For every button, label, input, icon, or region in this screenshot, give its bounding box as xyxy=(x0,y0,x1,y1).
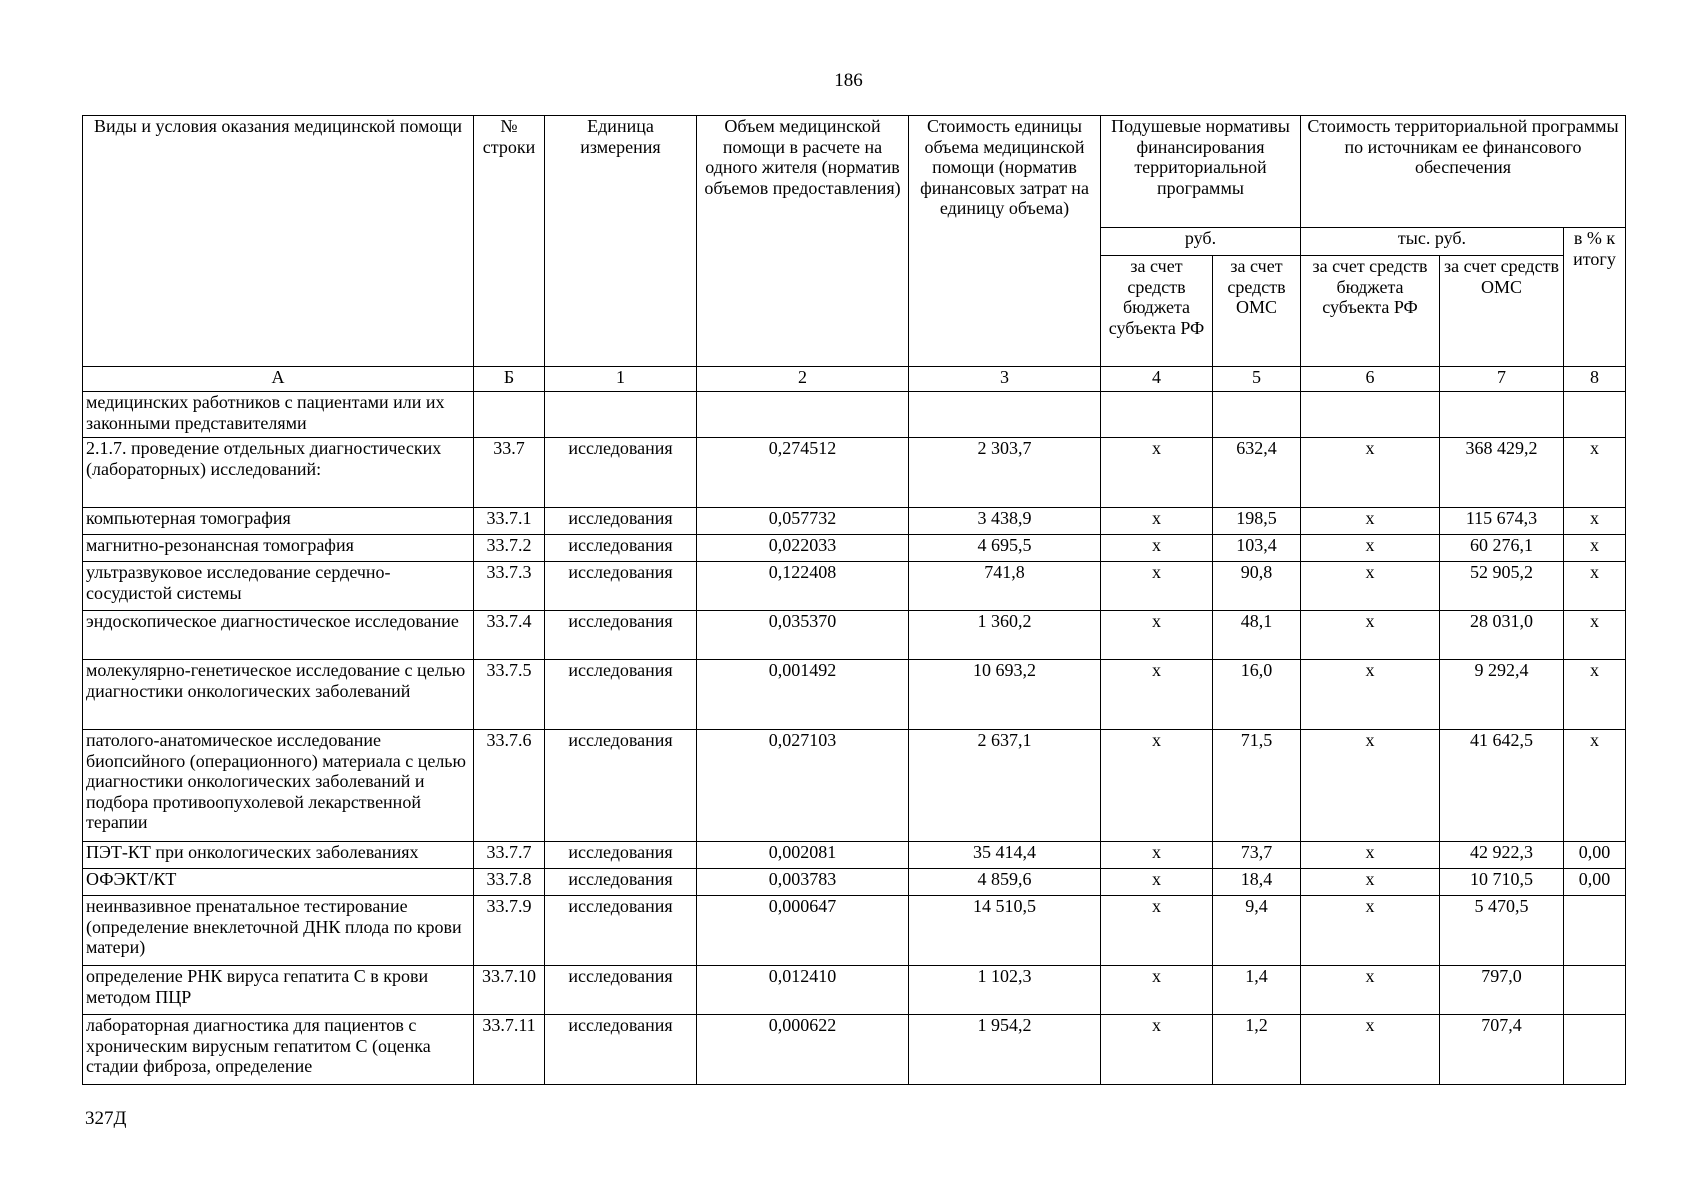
row-percent-total: 0,00 xyxy=(1564,869,1626,896)
row-budget-total: х xyxy=(1301,562,1440,611)
territorial-program-table xyxy=(82,115,1626,1085)
row-unit: исследования xyxy=(545,730,697,842)
row-percent-total: х xyxy=(1564,611,1626,660)
header-unit-rub: руб. xyxy=(1101,228,1301,256)
row-oms-total xyxy=(1440,392,1564,438)
row-number: 33.7 xyxy=(474,438,545,508)
index-cell: 4 xyxy=(1101,367,1213,392)
row-percent-total: х xyxy=(1564,535,1626,562)
row-oms-per-capita: 18,4 xyxy=(1213,869,1301,896)
table-row xyxy=(83,438,1626,508)
row-oms-per-capita: 1,2 xyxy=(1213,1015,1301,1085)
row-unit xyxy=(545,392,697,438)
row-unit-cost: 3 438,9 xyxy=(909,508,1101,535)
row-oms-total: 115 674,3 xyxy=(1440,508,1564,535)
index-cell: 7 xyxy=(1440,367,1564,392)
row-budget-per-capita: х xyxy=(1101,611,1213,660)
row-unit-cost: 4 859,6 xyxy=(909,869,1101,896)
row-budget-total: х xyxy=(1301,508,1440,535)
row-unit: исследования xyxy=(545,508,697,535)
header-col-7: за счет средств ОМС xyxy=(1440,256,1564,367)
row-budget-per-capita: х xyxy=(1101,730,1213,842)
row-percent-total xyxy=(1564,966,1626,1015)
table-row xyxy=(83,730,1626,842)
header-col-2: Объем медицинской помощи в расчете на одного жителя (норматив объемов предоставления) xyxy=(697,116,909,367)
row-number: 33.7.6 xyxy=(474,730,545,842)
row-number: 33.7.9 xyxy=(474,896,545,966)
row-budget-total: х xyxy=(1301,896,1440,966)
footer-code: 327Д xyxy=(85,1108,127,1129)
row-unit-cost: 741,8 xyxy=(909,562,1101,611)
row-budget-total: х xyxy=(1301,966,1440,1015)
header-col-5: за счет средств ОМС xyxy=(1213,256,1301,367)
row-oms-total: 707,4 xyxy=(1440,1015,1564,1085)
header-group-cost: Стоимость территориальной программы по источникам ее финансового обеспечения xyxy=(1301,116,1626,228)
table-row xyxy=(83,1015,1626,1085)
row-percent-total: 0,00 xyxy=(1564,842,1626,869)
row-budget-total: х xyxy=(1301,730,1440,842)
row-label: ультразвуковое исследование сердечно-сосудистой системы xyxy=(83,562,474,611)
header-col-1: Единица измерения xyxy=(545,116,697,367)
row-unit: исследования xyxy=(545,611,697,660)
row-unit: исследования xyxy=(545,660,697,730)
row-unit: исследования xyxy=(545,438,697,508)
row-label: 2.1.7. проведение отдельных диагностических (лабораторных) исследований: xyxy=(83,438,474,508)
row-budget-per-capita: х xyxy=(1101,869,1213,896)
column-index-row xyxy=(83,367,1626,392)
row-unit-cost: 4 695,5 xyxy=(909,535,1101,562)
header-col-a: Виды и условия оказания медицинской помощи xyxy=(83,116,474,367)
row-oms-per-capita: 1,4 xyxy=(1213,966,1301,1015)
row-oms-per-capita: 71,5 xyxy=(1213,730,1301,842)
row-oms-total: 52 905,2 xyxy=(1440,562,1564,611)
row-volume: 0,027103 xyxy=(697,730,909,842)
row-volume: 0,035370 xyxy=(697,611,909,660)
row-budget-total xyxy=(1301,392,1440,438)
row-label: ПЭТ-КТ при онкологических заболеваниях xyxy=(83,842,474,869)
header-col-3: Стоимость единицы объема медицинской помощи (норматив финансовых затрат на единицу объема) xyxy=(909,116,1101,367)
row-percent-total: х xyxy=(1564,438,1626,508)
row-budget-per-capita: х xyxy=(1101,896,1213,966)
row-unit-cost: 10 693,2 xyxy=(909,660,1101,730)
row-label: определение РНК вируса гепатита С в крови методом ПЦР xyxy=(83,966,474,1015)
row-budget-per-capita: х xyxy=(1101,660,1213,730)
row-volume: 0,057732 xyxy=(697,508,909,535)
index-cell: 3 xyxy=(909,367,1101,392)
row-label: неинвазивное пренатальное тестирование (определение внеклеточной ДНК плода по крови матери) xyxy=(83,896,474,966)
row-oms-per-capita xyxy=(1213,392,1301,438)
row-percent-total: х xyxy=(1564,730,1626,842)
table-row xyxy=(83,562,1626,611)
row-volume: 0,012410 xyxy=(697,966,909,1015)
row-unit: исследования xyxy=(545,842,697,869)
row-oms-per-capita: 16,0 xyxy=(1213,660,1301,730)
row-unit-cost xyxy=(909,392,1101,438)
row-percent-total xyxy=(1564,896,1626,966)
row-label: молекулярно-генетическое исследование с целью диагностики онкологических заболеваний xyxy=(83,660,474,730)
row-oms-total: 42 922,3 xyxy=(1440,842,1564,869)
row-volume: 0,000622 xyxy=(697,1015,909,1085)
row-budget-per-capita: х xyxy=(1101,562,1213,611)
row-oms-per-capita: 632,4 xyxy=(1213,438,1301,508)
row-number: 33.7.7 xyxy=(474,842,545,869)
index-cell: Б xyxy=(474,367,545,392)
row-budget-per-capita: х xyxy=(1101,842,1213,869)
row-label: компьютерная томография xyxy=(83,508,474,535)
index-cell: 5 xyxy=(1213,367,1301,392)
row-volume xyxy=(697,392,909,438)
row-percent-total xyxy=(1564,392,1626,438)
index-cell: 2 xyxy=(697,367,909,392)
row-number: 33.7.5 xyxy=(474,660,545,730)
header-col-b: № строки xyxy=(474,116,545,367)
row-unit-cost: 1 102,3 xyxy=(909,966,1101,1015)
table-row xyxy=(83,535,1626,562)
row-unit: исследования xyxy=(545,896,697,966)
row-oms-total: 41 642,5 xyxy=(1440,730,1564,842)
row-budget-total: х xyxy=(1301,438,1440,508)
row-oms-total: 797,0 xyxy=(1440,966,1564,1015)
row-unit-cost: 1 954,2 xyxy=(909,1015,1101,1085)
row-percent-total: х xyxy=(1564,660,1626,730)
row-oms-per-capita: 9,4 xyxy=(1213,896,1301,966)
row-volume: 0,000647 xyxy=(697,896,909,966)
row-unit-cost: 1 360,2 xyxy=(909,611,1101,660)
page-number: 186 xyxy=(834,70,863,91)
row-unit: исследования xyxy=(545,869,697,896)
row-percent-total xyxy=(1564,1015,1626,1085)
table-row xyxy=(83,896,1626,966)
row-label: эндоскопическое диагностическое исследование xyxy=(83,611,474,660)
row-unit-cost: 35 414,4 xyxy=(909,842,1101,869)
table-row xyxy=(83,869,1626,896)
row-oms-per-capita: 48,1 xyxy=(1213,611,1301,660)
row-unit: исследования xyxy=(545,562,697,611)
row-volume: 0,002081 xyxy=(697,842,909,869)
header-unit-thousand-rub: тыс. руб. xyxy=(1301,228,1564,256)
row-budget-per-capita: х xyxy=(1101,508,1213,535)
row-oms-per-capita: 90,8 xyxy=(1213,562,1301,611)
row-unit: исследования xyxy=(545,966,697,1015)
row-percent-total: х xyxy=(1564,562,1626,611)
row-number: 33.7.1 xyxy=(474,508,545,535)
row-volume: 0,274512 xyxy=(697,438,909,508)
row-unit: исследования xyxy=(545,1015,697,1085)
header-col-4: за счет средств бюджета субъекта РФ xyxy=(1101,256,1213,367)
table-row xyxy=(83,392,1626,438)
row-oms-per-capita: 198,5 xyxy=(1213,508,1301,535)
header-group-normatives: Подушевые нормативы финансирования территориальной программы xyxy=(1101,116,1301,228)
table-row xyxy=(83,611,1626,660)
row-budget-per-capita xyxy=(1101,392,1213,438)
index-cell: 8 xyxy=(1564,367,1626,392)
index-cell: А xyxy=(83,367,474,392)
row-budget-total: х xyxy=(1301,535,1440,562)
row-budget-per-capita: х xyxy=(1101,966,1213,1015)
row-budget-per-capita: х xyxy=(1101,1015,1213,1085)
row-budget-total: х xyxy=(1301,660,1440,730)
row-budget-total: х xyxy=(1301,611,1440,660)
row-number xyxy=(474,392,545,438)
row-label: магнитно-резонансная томография xyxy=(83,535,474,562)
row-unit: исследования xyxy=(545,535,697,562)
table-row xyxy=(83,842,1626,869)
index-cell: 1 xyxy=(545,367,697,392)
row-label: ОФЭКТ/КТ xyxy=(83,869,474,896)
row-number: 33.7.10 xyxy=(474,966,545,1015)
row-number: 33.7.4 xyxy=(474,611,545,660)
header-col-6: за счет средств бюджета субъекта РФ xyxy=(1301,256,1440,367)
row-label: патолого-анатомическое исследование биопсийного (операционного) материала с целью диагностики онкологических заболеваний и подбора противоопухолевой лекарственной терапии xyxy=(83,730,474,842)
row-budget-per-capita: х xyxy=(1101,535,1213,562)
row-unit-cost: 14 510,5 xyxy=(909,896,1101,966)
row-label: медицинских работников с пациентами или их законными представителями xyxy=(83,392,474,438)
row-oms-per-capita: 73,7 xyxy=(1213,842,1301,869)
row-unit-cost: 2 637,1 xyxy=(909,730,1101,842)
row-oms-total: 5 470,5 xyxy=(1440,896,1564,966)
row-volume: 0,022033 xyxy=(697,535,909,562)
table-row xyxy=(83,966,1626,1015)
header-percent-total: в % к итогу xyxy=(1564,228,1626,367)
row-oms-total: 9 292,4 xyxy=(1440,660,1564,730)
row-volume: 0,122408 xyxy=(697,562,909,611)
row-oms-total: 368 429,2 xyxy=(1440,438,1564,508)
row-label: лабораторная диагностика для пациентов с хроническим вирусным гепатитом С (оценка стадии фиброза, определение xyxy=(83,1015,474,1085)
row-budget-per-capita: х xyxy=(1101,438,1213,508)
row-number: 33.7.11 xyxy=(474,1015,545,1085)
row-budget-total: х xyxy=(1301,1015,1440,1085)
row-number: 33.7.2 xyxy=(474,535,545,562)
row-number: 33.7.3 xyxy=(474,562,545,611)
row-number: 33.7.8 xyxy=(474,869,545,896)
row-oms-per-capita: 103,4 xyxy=(1213,535,1301,562)
row-budget-total: х xyxy=(1301,869,1440,896)
row-unit-cost: 2 303,7 xyxy=(909,438,1101,508)
row-budget-total: х xyxy=(1301,842,1440,869)
row-volume: 0,003783 xyxy=(697,869,909,896)
row-volume: 0,001492 xyxy=(697,660,909,730)
row-oms-total: 60 276,1 xyxy=(1440,535,1564,562)
row-oms-total: 28 031,0 xyxy=(1440,611,1564,660)
row-percent-total: х xyxy=(1564,508,1626,535)
index-cell: 6 xyxy=(1301,367,1440,392)
row-oms-total: 10 710,5 xyxy=(1440,869,1564,896)
table-row xyxy=(83,508,1626,535)
table-row xyxy=(83,660,1626,730)
